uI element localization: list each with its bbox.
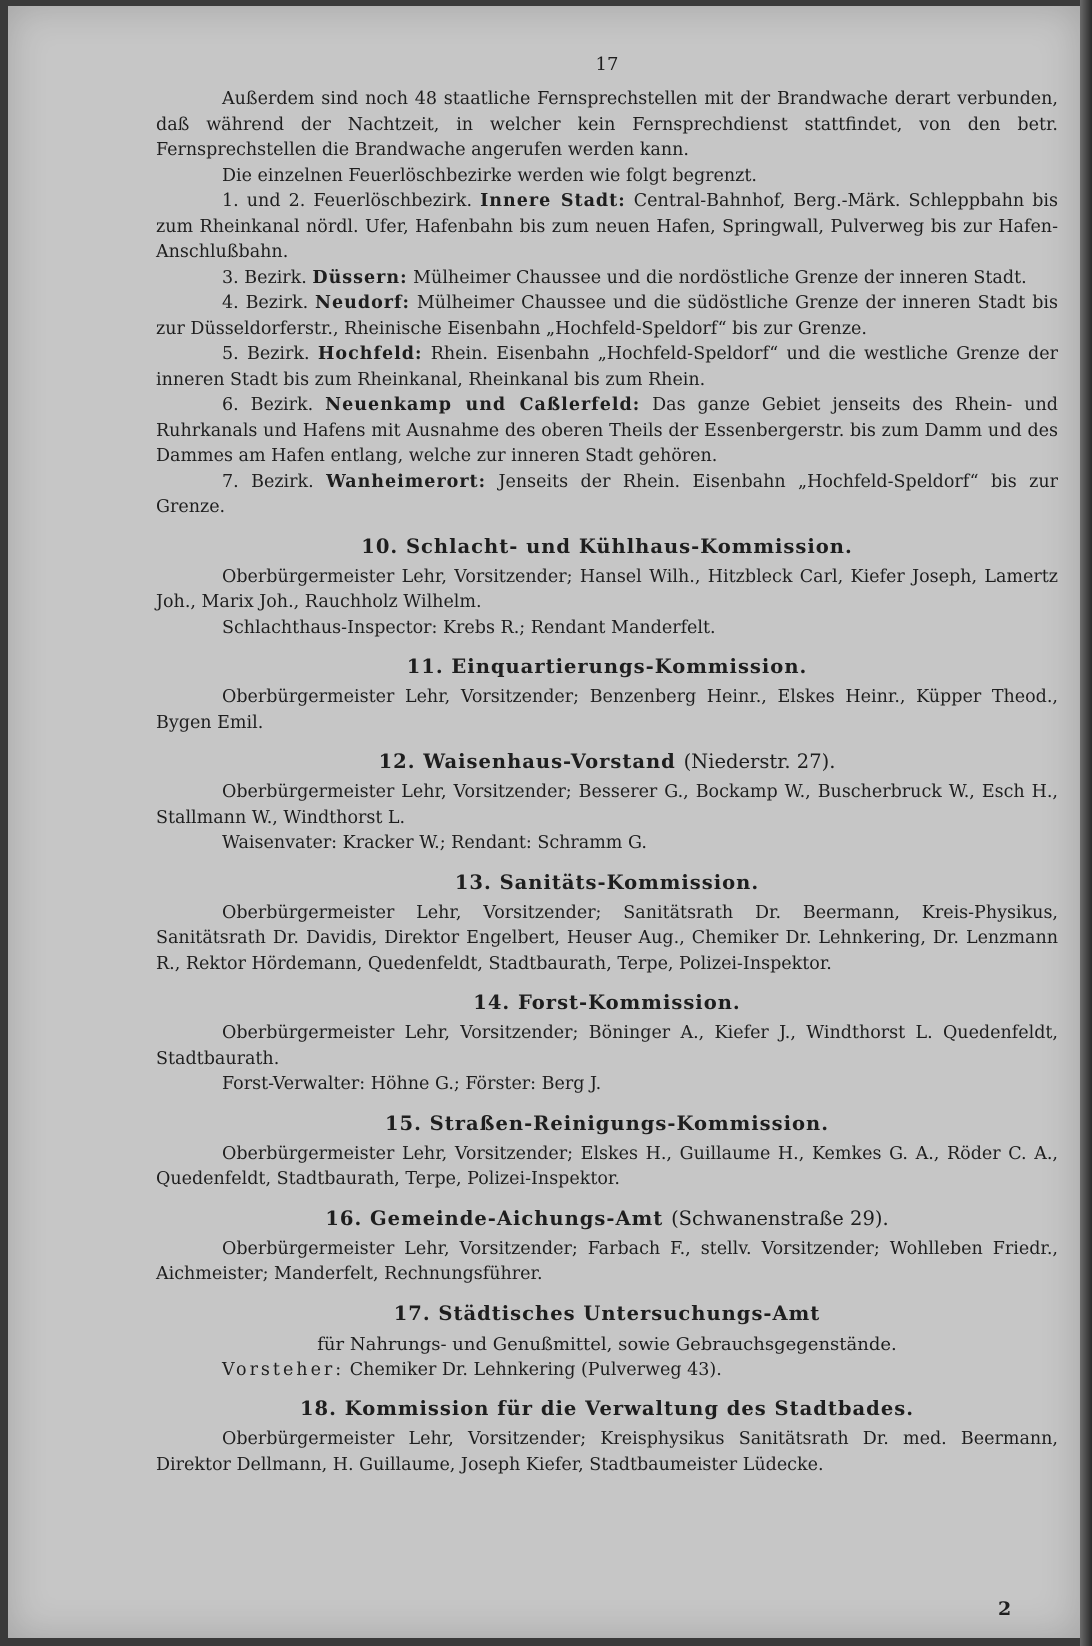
section-title-11: 11. Einquartierungs-Kommission.: [406, 655, 808, 678]
section-16-name: 16. Gemeinde-Aichungs-Amt: [325, 1206, 664, 1230]
district-text: Mülheimer Chaussee und die nordöstliche Grenze der inneren Stadt.: [413, 267, 1027, 288]
section-title-14: 14. Forst-Kommission.: [473, 991, 741, 1014]
signature-mark: 2: [998, 1598, 1012, 1620]
section-12-members: Oberbürgermeister Lehr, Vorsitzender; Besserer G., Bockamp W., Buscherbruck W., Esch H., Stallmann W., Windthorst L.: [156, 782, 1058, 828]
district-text: Jenseits der Rhein. Eisenbahn „Hochfeld-Speldorf“ bis zur Grenze.: [156, 471, 1058, 517]
intro-districts-note: Die einzelnen Feuerlöschbezirke werden wie folgt begrenzt.: [222, 165, 757, 186]
page-number: 17: [595, 54, 619, 75]
district-name: Innere Stadt:: [480, 191, 626, 211]
district-text: Mülheimer Chaussee und die südöstliche Grenze der inneren Stadt bis zur Düsseldorferstr., Rheinische Eisenbahn „Hochfeld-Speldorf“ bis zur Grenze.: [156, 293, 1058, 339]
district-entry: [156, 189, 1058, 266]
section-12-staff: Waisenvater: Kracker W.; Rendant: Schramm G.: [222, 833, 647, 853]
section-18-members: Oberbürgermeister Lehr, Vorsitzender; Kreisphysikus Sanitätsrath Dr. med. Beermann, Direktor Dellmann, H. Guillaume, Joseph Kiefer, Stadtbaumeister Lüdecke.: [156, 1429, 1058, 1475]
section-title-15: 15. Straßen-Reinigungs-Kommission.: [384, 1111, 830, 1135]
scan-edge: [1080, 0, 1092, 1646]
district-text: Das ganze Gebiet jenseits des Rhein- und Ruhrkanals und Hafens mit Ausnahme des oberen Theils der Essenbergerstr. bis zum Damm und des Dammes am Hafen entlang, welche zur inneren Stadt gehören.: [156, 395, 1058, 466]
district-number: 7. Bezirk.: [222, 471, 314, 492]
district-text: Central-Bahnhof, Berg.-Märk. Schleppbahn bis zum Rheinkanal nördl. Ufer, Hafenbahn bis zum neuen Hafen, Springwall, Pulverweg bis zur Hafen-Anschlußbahn.: [156, 191, 1058, 262]
district-entry: [156, 291, 1058, 342]
district-entry: [156, 393, 1058, 470]
district-entry: [156, 266, 1058, 292]
section-13-members: Oberbürgermeister Lehr, Vorsitzender; Sanitätsrath Dr. Beermann, Kreis-Physikus, Sanitätsrath Dr. Davidis, Direktor Engelbert, Heuser Aug., Chemiker Dr. Lehnkering, Dr. Lenzmann R., Rektor Hördemann, Quedenfeldt, Stadtbaurath, Terpe, Polizei-Inspektor.: [156, 902, 1058, 974]
district-number: 5. Bezirk.: [222, 344, 310, 364]
section-title-16: [156, 1205, 1058, 1233]
district-entry: [156, 470, 1058, 521]
district-name: Wanheimerort:: [326, 471, 487, 492]
section-12-address: (Niederstr. 27).: [683, 750, 836, 773]
section-17-subtitle: für Nahrungs- und Genußmittel, sowie Gebrauchsgegenstände.: [317, 1333, 897, 1355]
section-title-18: 18. Kommission für die Verwaltung des Stadtbades.: [299, 1397, 914, 1420]
section-12-name: 12. Waisenhaus-Vorstand: [378, 750, 676, 773]
section-11-members: Oberbürgermeister Lehr, Vorsitzender; Benzenberg Heinr., Elskes Heinr., Küpper Theod., Bygen Emil.: [156, 687, 1058, 733]
section-title-17: 17. Städtisches Untersuchungs-Amt: [393, 1301, 821, 1325]
district-number: 3. Bezirk.: [222, 267, 307, 288]
document-page: [8, 6, 1080, 1638]
section-title-13: 13. Sanitäts-Kommission.: [454, 870, 760, 894]
district-number: 6. Bezirk.: [222, 395, 314, 415]
district-number: 1. und 2. Feuerlöschbezirk.: [222, 191, 473, 211]
section-15-members: Oberbürgermeister Lehr, Vorsitzender; Elskes H., Guillaume H., Kemkes G. A., Röder C. A., Quedenfeldt, Stadtbaurath, Terpe, Polizei-Inspektor.: [156, 1143, 1058, 1189]
section-16-members: Oberbürgermeister Lehr, Vorsitzender; Farbach F., stellv. Vorsitzender; Wohlleben Friedr., Aichmeister; Manderfelt, Rechnungsführer.: [156, 1238, 1058, 1284]
district-name: Hochfeld:: [317, 344, 423, 364]
section-10-staff: Schlachthaus-Inspector: Krebs R.; Rendant Manderfelt.: [222, 617, 716, 638]
section-title-12: [156, 748, 1058, 776]
district-name: Düssern:: [312, 267, 408, 288]
section-10-members: Oberbürgermeister Lehr, Vorsitzender; Hansel Wilh., Hitzbleck Carl, Kiefer Joseph, Lamertz Joh., Marix Joh., Rauchholz Wilhelm.: [156, 566, 1058, 612]
page-content: [156, 46, 1058, 1478]
section-14-staff: Forst-Verwalter: Höhne G.; Förster: Berg J.: [222, 1074, 602, 1094]
section-16-address: (Schwanenstraße 29).: [671, 1206, 889, 1230]
district-name: Neuenkamp und Caßlerfeld:: [325, 395, 641, 415]
section-17-head: [156, 1358, 1058, 1384]
intro-paragraph: Außerdem sind noch 48 staatliche Fernsprechstellen mit der Brandwache derart verbunden, daß während der Nachtzeit, in welcher kein Fernsprechdienst stattfindet, von den betr. Fernsprechstellen die Brandwache angerufen werden kann.: [156, 89, 1058, 160]
district-text: Rhein. Eisenbahn „Hochfeld-Speldorf“ und die westliche Grenze der inneren Stadt bis zum Rheinkanal, Rheinkanal bis zum Rhein.: [156, 344, 1058, 390]
section-17-lead: Vorsteher:: [222, 1359, 345, 1380]
section-14-members: Oberbürgermeister Lehr, Vorsitzender; Böninger A., Kiefer J., Windthorst L. Quedenfeldt, Stadtbaurath.: [156, 1023, 1058, 1069]
district-number: 4. Bezirk.: [222, 293, 309, 313]
district-entry: [156, 342, 1058, 393]
section-17-text: Chemiker Dr. Lehnkering (Pulverweg 43).: [349, 1359, 722, 1380]
section-title-10: 10. Schlacht- und Kühlhaus-Kommission.: [361, 534, 853, 558]
district-name: Neudorf:: [315, 293, 410, 313]
